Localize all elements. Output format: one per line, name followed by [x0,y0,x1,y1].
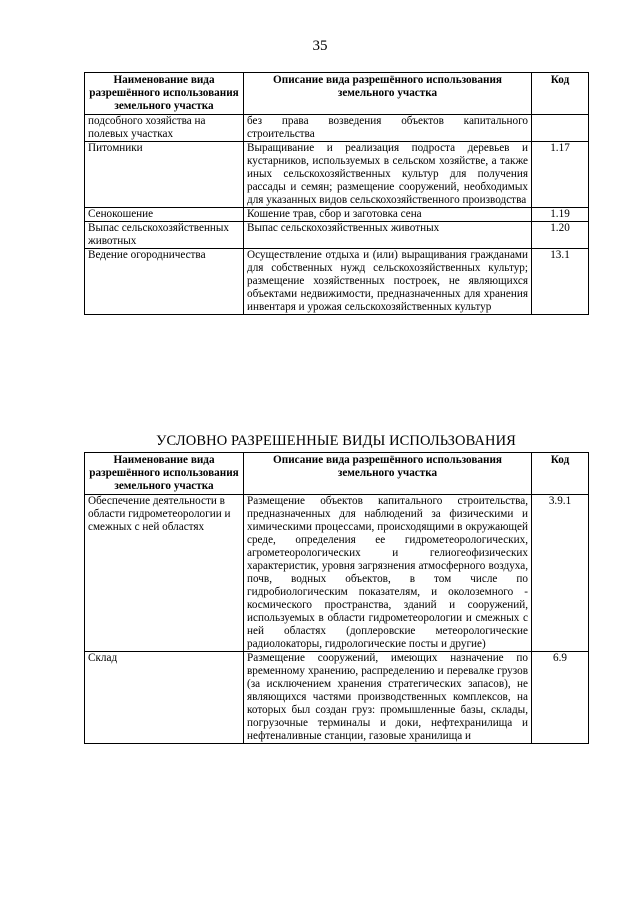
row-code: 1.17 [532,142,589,208]
row-code: 1.19 [532,208,589,222]
table-row [85,249,589,315]
conditional-uses-table [84,452,589,744]
header-name: Наименование вида разрешённого использования земельного участка [85,453,244,495]
table-row [85,142,589,208]
page-number: 35 [312,38,328,54]
row-name: Питомники [85,142,244,208]
row-code: 1.20 [532,222,589,249]
row-description: Выращивание и реализация подроста деревьев и кустарников, используемых в сельском хозяйстве, а также иных сельскохозяйственных культур для получения рассады и семян; размещение сооружений, необходимых для указанных видов сельскохозяйственного производства [244,142,532,208]
header-description: Описание вида разрешённого использования земельного участка [244,73,532,115]
row-name: Обеспечение деятельности в области гидрометеорологии и смежных с ней областях [85,495,244,652]
row-name: Сенокошение [85,208,244,222]
row-description: Размещение сооружений, имеющих назначение по временному хранению, распределению и перевалке грузов (за исключением хранения стратегических запасов), не являющихся частями производственных комплексов, на которых был создан груз: промышленные базы, склады, погрузочные терминалы и доки, нефтехранилища и нефтеналивные станции, газовые хранилища и [244,652,532,744]
row-code: 13.1 [532,249,589,315]
row-name: Склад [85,652,244,744]
table-row [85,495,589,652]
table-row [85,115,589,142]
table-row [85,208,589,222]
row-code [532,115,589,142]
table-header-row [85,73,589,115]
table-row [85,652,589,744]
row-description: Осуществление отдыха и (или) выращивания гражданами для собственных нужд сельскохозяйственных культур; размещение хозяйственных построек, не являющихся объектами недвижимости, предназначенных для хранения инвентаря и урожая сельскохозяйственных культур [244,249,532,315]
row-name: Ведение огородничества [85,249,244,315]
row-description: Выпас сельскохозяйственных животных [244,222,532,249]
header-description: Описание вида разрешённого использования земельного участка [244,453,532,495]
header-code: Код [532,453,589,495]
row-name: Выпас сельскохозяйственных животных [85,222,244,249]
header-name: Наименование вида разрешённого использования земельного участка [85,73,244,115]
row-code: 6.9 [532,652,589,744]
row-description: Кошение трав, сбор и заготовка сена [244,208,532,222]
header-code: Код [532,73,589,115]
table-row [85,222,589,249]
table-header-row [85,453,589,495]
row-code: 3.9.1 [532,495,589,652]
row-name: подсобного хозяйства на полевых участках [85,115,244,142]
row-description: Размещение объектов капитального строительства, предназначенных для наблюдений за физическими и химическими процессами, происходящими в окружающей среде, определения ее гидрометеорологических, агрометеорологических и гелиогеофизических характеристик, уровня загрязнения атмосферного воздуха, почв, водных объектов, в том числе по гидробиологическим показателям, и околоземного - космического пространства, зданий и сооружений, используемых в области гидрометеорологии и смежных с ней областях (доплеровские метеорологические радиолокаторы, гидрологические посты и другие) [244,495,532,652]
permitted-uses-table [84,72,589,315]
row-description: без права возведения объектов капитального строительства [244,115,532,142]
section-heading: УСЛОВНО РАЗРЕШЕННЫЕ ВИДЫ ИСПОЛЬЗОВАНИЯ [156,433,516,449]
